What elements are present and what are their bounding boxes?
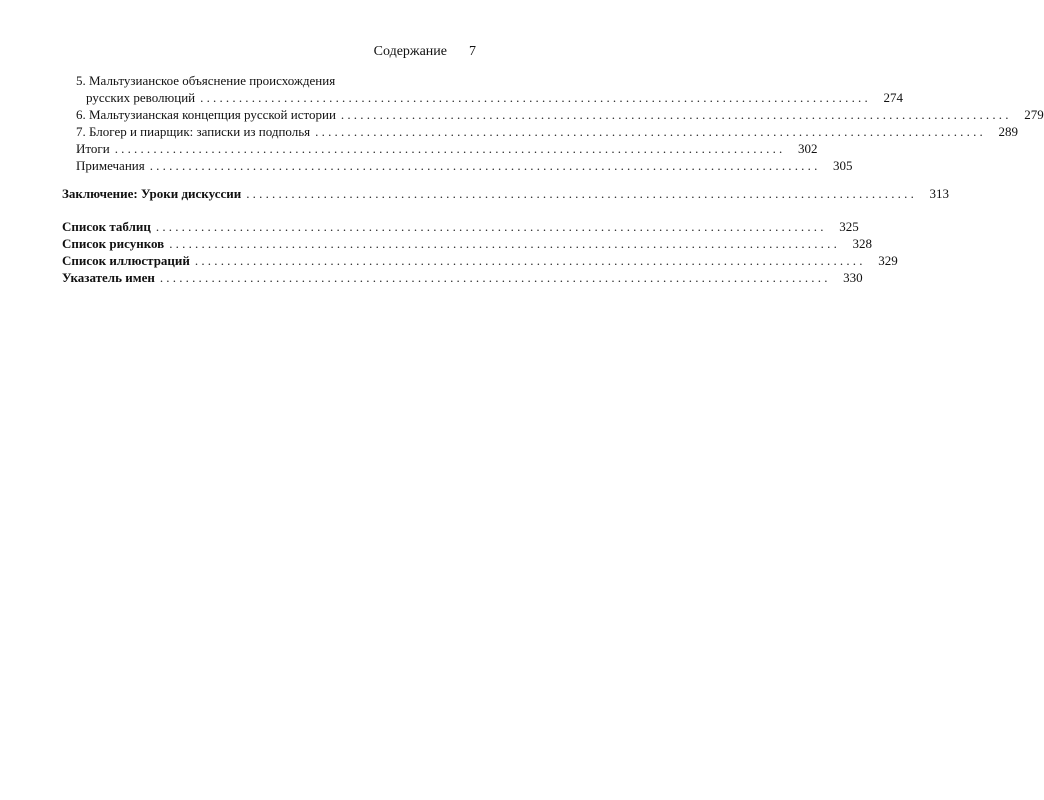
toc-entry-title: Заключение: Уроки дискуссии bbox=[62, 186, 242, 201]
toc-entry[interactable] bbox=[62, 252, 898, 269]
toc-entry-title: 7. Блогер и пиарщик: записки из подполья bbox=[76, 124, 311, 139]
toc-entry[interactable] bbox=[62, 235, 873, 252]
running-head-page-number: 7 bbox=[469, 44, 476, 59]
toc-entry[interactable] bbox=[62, 218, 859, 235]
dot-leader: ........................................................................................................ bbox=[155, 219, 827, 234]
running-head-section: Содержание bbox=[373, 44, 447, 59]
dot-leader: ........................................................................................................ bbox=[340, 107, 1012, 122]
toc-entry-page: 325 bbox=[839, 219, 859, 234]
toc-entry-title: Список иллюстраций bbox=[62, 253, 190, 268]
dot-leader: ........................................................................................................ bbox=[200, 90, 871, 105]
toc-entry[interactable] bbox=[62, 269, 863, 286]
toc-entry-title-line: 5. Мальтузианское объяснение происхождения bbox=[76, 73, 336, 88]
toc-entry-title: Итоги bbox=[76, 141, 110, 156]
running-head bbox=[374, 44, 476, 60]
toc-entry[interactable] bbox=[62, 89, 903, 106]
toc-entry-page: 302 bbox=[798, 141, 818, 156]
toc-entry-page: 313 bbox=[929, 186, 950, 201]
toc-entry[interactable] bbox=[62, 140, 818, 157]
table-of-contents bbox=[62, 72, 1044, 286]
toc-entry-title: 6. Мальтузианская концепция русской истории bbox=[76, 107, 336, 122]
dot-leader: ........................................................................................................ bbox=[114, 141, 786, 156]
toc-entry-title: Список таблиц bbox=[62, 219, 151, 234]
toc-entry-page: 289 bbox=[998, 124, 1018, 139]
dot-leader: ........................................................................................................ bbox=[194, 253, 866, 268]
dot-leader: ........................................................................................................ bbox=[149, 158, 821, 173]
toc-entry[interactable] bbox=[62, 185, 950, 202]
toc-entry[interactable] bbox=[62, 157, 853, 174]
dot-leader: ........................................................................................................ bbox=[159, 270, 831, 285]
toc-entry-page: 274 bbox=[883, 90, 903, 105]
dot-leader: ........................................................................................................ bbox=[315, 124, 986, 139]
toc-entry-page: 328 bbox=[852, 236, 873, 251]
toc-entry[interactable] bbox=[62, 123, 1018, 140]
toc-entry-title: Примечания bbox=[76, 158, 145, 173]
toc-entry-page: 329 bbox=[878, 253, 898, 268]
toc-entry-page: 330 bbox=[843, 270, 863, 285]
toc-entry-title: Список рисунков bbox=[62, 236, 165, 251]
dot-leader: ........................................................................................................ bbox=[246, 186, 918, 201]
toc-entry-page: 305 bbox=[833, 158, 853, 173]
toc-entry-page: 279 bbox=[1024, 107, 1044, 122]
dot-leader: ........................................................................................................ bbox=[169, 236, 841, 251]
toc-entry-title: русских революций bbox=[86, 90, 196, 105]
toc-entry[interactable] bbox=[62, 106, 1044, 123]
toc-entry-title: Указатель имен bbox=[62, 270, 155, 285]
